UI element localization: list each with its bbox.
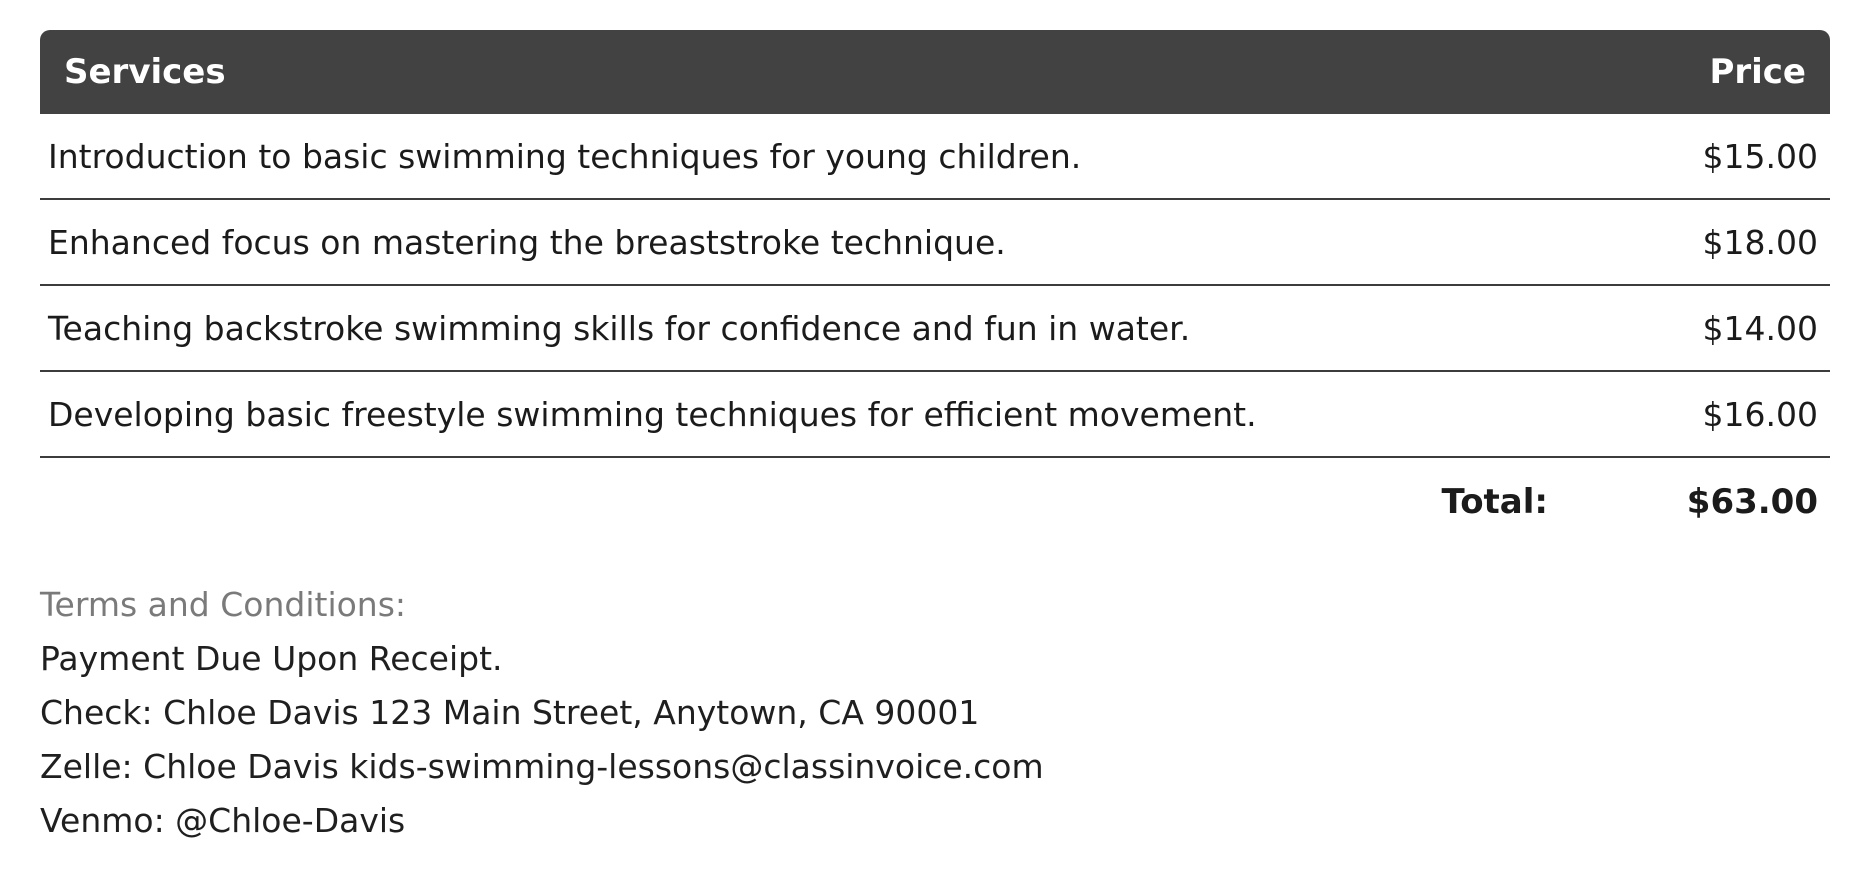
- terms-section: [40, 578, 1830, 848]
- table-row: [40, 200, 1830, 286]
- total-row: [40, 458, 1830, 546]
- service-description: Developing basic freestyle swimming techniques for efficient movement.: [48, 394, 1257, 434]
- service-description: Enhanced focus on mastering the breaststroke technique.: [48, 222, 1006, 262]
- service-price: $15.00: [1702, 136, 1818, 176]
- table-row: [40, 286, 1830, 372]
- table-header-row: [40, 30, 1830, 114]
- terms-title: Terms and Conditions:: [40, 585, 407, 624]
- service-price: $14.00: [1702, 308, 1818, 348]
- total-label: Total:: [1441, 482, 1548, 522]
- service-description: Teaching backstroke swimming skills for confidence and fun in water.: [48, 308, 1191, 348]
- table-row: [40, 372, 1830, 458]
- price-column-header: Price: [1709, 52, 1806, 92]
- service-price: $16.00: [1702, 394, 1818, 434]
- service-description: Introduction to basic swimming techniques for young children.: [48, 136, 1082, 176]
- table-row: [40, 114, 1830, 200]
- terms-line-venmo: Venmo: @Chloe-Davis: [40, 801, 406, 840]
- terms-line-zelle: Zelle: Chloe Davis kids-swimming-lessons@classinvoice.com: [40, 747, 1044, 786]
- services-column-header: Services: [64, 52, 226, 92]
- total-value: $63.00: [1686, 482, 1818, 522]
- terms-line-check: Check: Chloe Davis 123 Main Street, Anytown, CA 90001: [40, 693, 980, 732]
- services-table: [40, 30, 1830, 546]
- service-price: $18.00: [1702, 222, 1818, 262]
- terms-line-payment: Payment Due Upon Receipt.: [40, 639, 503, 678]
